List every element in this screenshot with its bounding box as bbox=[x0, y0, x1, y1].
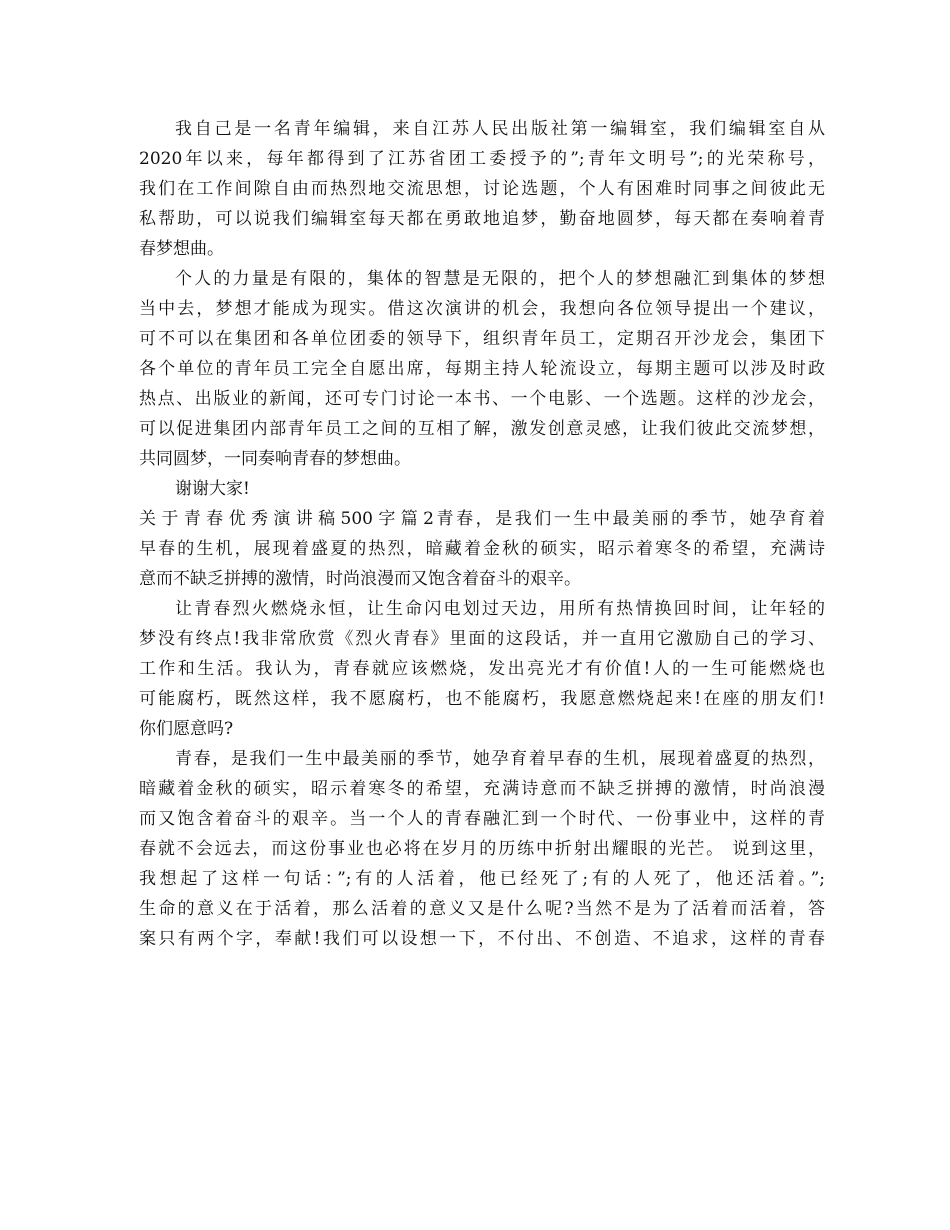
paragraph-line: 早春的生机，展现着盛夏的热烈，暗藏着金秋的硕实，昭示着寒冬的希望，充满诗 bbox=[139, 539, 825, 559]
paragraph-line: 青春，是我们一生中最美丽的季节，她孕育着 bbox=[434, 509, 825, 529]
paragraph-line: 工作和生活。我认为，青春就应该燃烧，发出亮光才有价值!人的一生可能燃烧也 bbox=[139, 659, 825, 679]
paragraph-line: 可以促进集团内部青年员工之间的互相了解，激发创意灵感，让我们彼此交流梦想， bbox=[139, 419, 825, 439]
section-heading: 关于青春优秀演讲稿500字篇2 bbox=[139, 509, 434, 529]
paragraph-line: 暗藏着金秋的硕实，昭示着寒冬的希望，充满诗意而不缺乏拼搏的激情，时尚浪漫 bbox=[139, 779, 825, 799]
paragraph-line: 梦没有终点!我非常欣赏《烈火青春》里面的这段话，并一直用它激励自己的学习、 bbox=[139, 629, 825, 649]
paragraph-line: 个人的力量是有限的，集体的智慧是无限的，把个人的梦想融汇到集体的梦想 bbox=[175, 269, 825, 289]
paragraph-line: 案只有两个字，奉献!我们可以设想一下，不付出、不创造、不追求，这样的青春 bbox=[139, 929, 825, 949]
paragraph-line: 我们在工作间隙自由而热烈地交流思想，讨论选题，个人有困难时同事之间彼此无 bbox=[139, 179, 825, 199]
paragraph-line: 你们愿意吗? bbox=[139, 719, 234, 739]
paragraph-line: 生命的意义在于活着，那么活着的意义又是什么呢?当然不是为了活着而活着，答 bbox=[139, 899, 825, 919]
paragraph-line: 共同圆梦，一同奏响青春的梦想曲。 bbox=[139, 449, 411, 469]
paragraph-line: 当中去，梦想才能成为现实。借这次演讲的机会，我想向各位领导提出一个建议， bbox=[139, 299, 825, 319]
paragraph-line: 热点、出版业的新闻，还可专门讨论一本书、一个电影、一个选题。这样的沙龙会， bbox=[139, 389, 825, 409]
paragraph-line: 私帮助，可以说我们编辑室每天都在勇敢地追梦，勤奋地圆梦，每天都在奏响着青 bbox=[139, 209, 825, 229]
paragraph-line: 青春，是我们一生中最美丽的季节，她孕育着早春的生机，展现着盛夏的热烈， bbox=[175, 749, 825, 769]
paragraph-line: 让青春烈火燃烧永恒，让生命闪电划过天边，用所有热情换回时间，让年轻的 bbox=[175, 599, 825, 619]
paragraph-line: 可能腐朽，既然这样，我不愿腐朽，也不能腐朽，我愿意燃烧起来!在座的朋友们! bbox=[139, 689, 825, 709]
paragraph-line: 意而不缺乏拼搏的激情，时尚浪漫而又饱含着奋斗的艰辛。 bbox=[139, 569, 581, 589]
paragraph-line: 春梦想曲。 bbox=[139, 239, 224, 259]
paragraph-line: 春就不会远去，而这份事业也必将在岁月的历练中折射出耀眼的光芒。 说到这里， bbox=[139, 839, 825, 859]
paragraph-line: 可不可以在集团和各单位团委的领导下，组织青年员工，定期召开沙龙会，集团下 bbox=[139, 329, 825, 349]
paragraph-line: 我自己是一名青年编辑，来自江苏人民出版社第一编辑室，我们编辑室自从 bbox=[175, 119, 825, 139]
paragraph-line: 各个单位的青年员工完全自愿出席，每期主持人轮流设立，每期主题可以涉及时政 bbox=[139, 359, 825, 379]
paragraph-line: 我想起了这样一句话：”;有的人活着，他已经死了;有的人死了，他还活着。”; bbox=[139, 869, 825, 889]
paragraph-line: 而又饱含着奋斗的艰辛。当一个人的青春融汇到一个时代、一份事业中，这样的青 bbox=[139, 809, 825, 829]
document-page bbox=[139, 114, 825, 954]
closing-line: 谢谢大家! bbox=[175, 479, 250, 499]
paragraph-line: 2020年以来，每年都得到了江苏省团工委授予的”;青年文明号”;的光荣称号， bbox=[139, 149, 825, 169]
section-heading-line bbox=[139, 504, 825, 534]
